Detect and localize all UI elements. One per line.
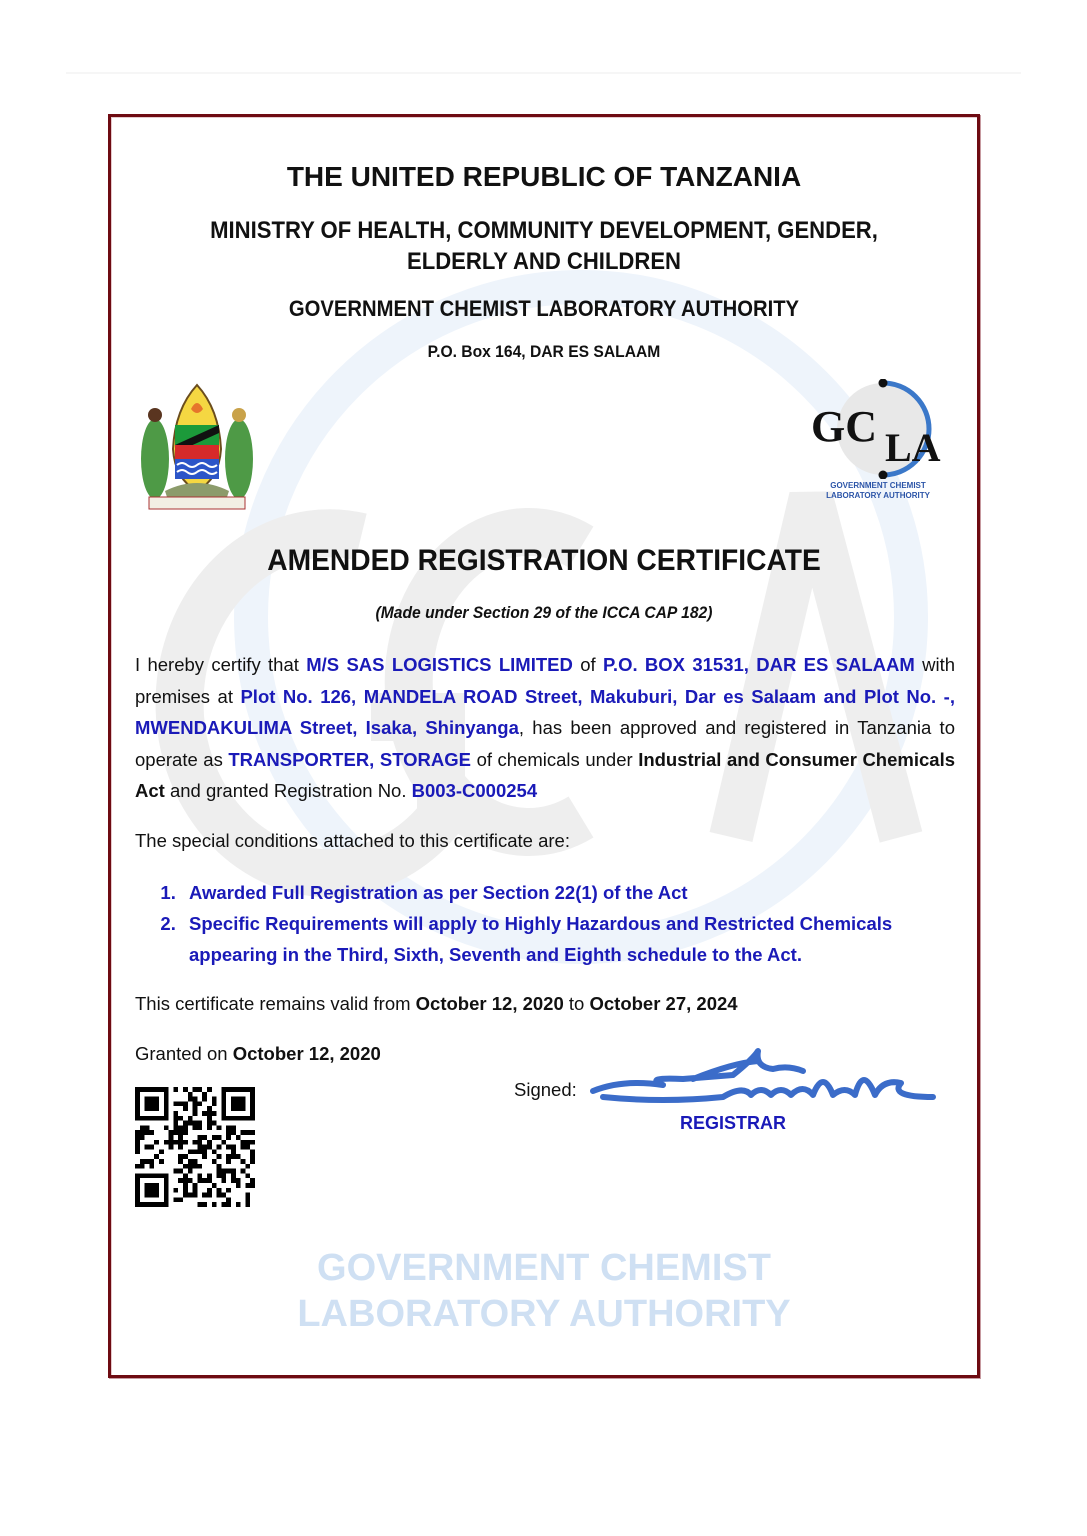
- signed-label: Signed:: [514, 1079, 577, 1100]
- intro-text: I hereby certify that: [135, 654, 299, 675]
- ministry-heading-line2: ELDERLY AND CHILDREN: [407, 248, 681, 275]
- watermark-line2: LABORATORY AUTHORITY: [297, 1293, 791, 1335]
- activities: TRANSPORTER, STORAGE: [228, 748, 472, 770]
- valid-from-date: October 12, 2020: [415, 993, 564, 1014]
- page-edge: [66, 72, 1021, 74]
- company-name: M/S SAS LOGISTICS LIMITED: [306, 654, 573, 675]
- qr-code[interactable]: [135, 1087, 255, 1207]
- valid-to-date: October 27, 2024: [589, 993, 738, 1014]
- conditions-intro: The special conditions attached to this certificate are:: [135, 830, 570, 851]
- svg-text:GC: GC: [811, 402, 877, 451]
- granted-intro: Granted on: [135, 1043, 228, 1064]
- condition-item: 1. Awarded Full Registration as per Section 22(1) of the Act: [181, 877, 981, 908]
- company-address: P.O. BOX 31531, DAR ES SALAAM: [602, 654, 915, 675]
- condition-item: 2. Specific Requirements will apply to Highly Hazardous and Restricted Chemicals appearing in the Third, Sixth, Seventh and Eighth schedule to the Act.: [181, 908, 981, 970]
- coat-of-arms-icon: [135, 379, 259, 515]
- ministry-heading-line1: MINISTRY OF HEALTH, COMMUNITY DEVELOPMENT, GENDER,: [210, 217, 878, 244]
- certification-paragraph: [135, 649, 955, 807]
- premises-intro: with premises at: [135, 654, 956, 707]
- authority-address: P.O. Box 164, DAR ES SALAAM: [427, 342, 661, 361]
- watermark-line1: GOVERNMENT CHEMIST: [317, 1247, 771, 1289]
- gcla-logo-tagline-2: LABORATORY AUTHORITY: [826, 491, 930, 500]
- registrar-signature: [583, 1039, 953, 1109]
- authority-heading: GOVERNMENT CHEMIST LABORATORY AUTHORITY: [288, 296, 800, 321]
- conditions-list: [153, 877, 981, 970]
- of-text: of: [580, 654, 596, 675]
- gcla-logo: [803, 379, 953, 479]
- registrar-title: REGISTRAR: [680, 1113, 787, 1133]
- svg-text:LA: LA: [885, 425, 941, 470]
- approved-text: , has been approved and registered in Tanzania to operate as: [135, 717, 955, 770]
- gcla-logo-tagline-1: GOVERNMENT CHEMIST: [830, 481, 926, 490]
- validity-line: [135, 988, 955, 1020]
- certificate-title: AMENDED REGISTRATION CERTIFICATE: [267, 544, 821, 577]
- country-heading: THE UNITED REPUBLIC OF TANZANIA: [286, 161, 802, 192]
- validity-intro: This certificate remains valid from: [135, 993, 411, 1014]
- registration-number: B003-C000254: [411, 780, 538, 801]
- granted-registration-text: and granted Registration No.: [169, 780, 407, 801]
- certificate-subtitle: (Made under Section 29 of the ICCA CAP 182): [375, 603, 713, 622]
- granted-date: October 12, 2020: [232, 1043, 381, 1064]
- chemicals-under-text: of chemicals under: [476, 748, 633, 770]
- act-name: Industrial and Consumer Chemicals Act: [135, 748, 955, 801]
- certificate-frame: [108, 114, 980, 1378]
- validity-to: to: [568, 993, 585, 1014]
- premises: Plot No. 126, MANDELA ROAD Street, Makuburi, Dar es Salaam and Plot No. -, MWENDAKULIMA Street, Isaka, Shinyanga: [135, 685, 955, 738]
